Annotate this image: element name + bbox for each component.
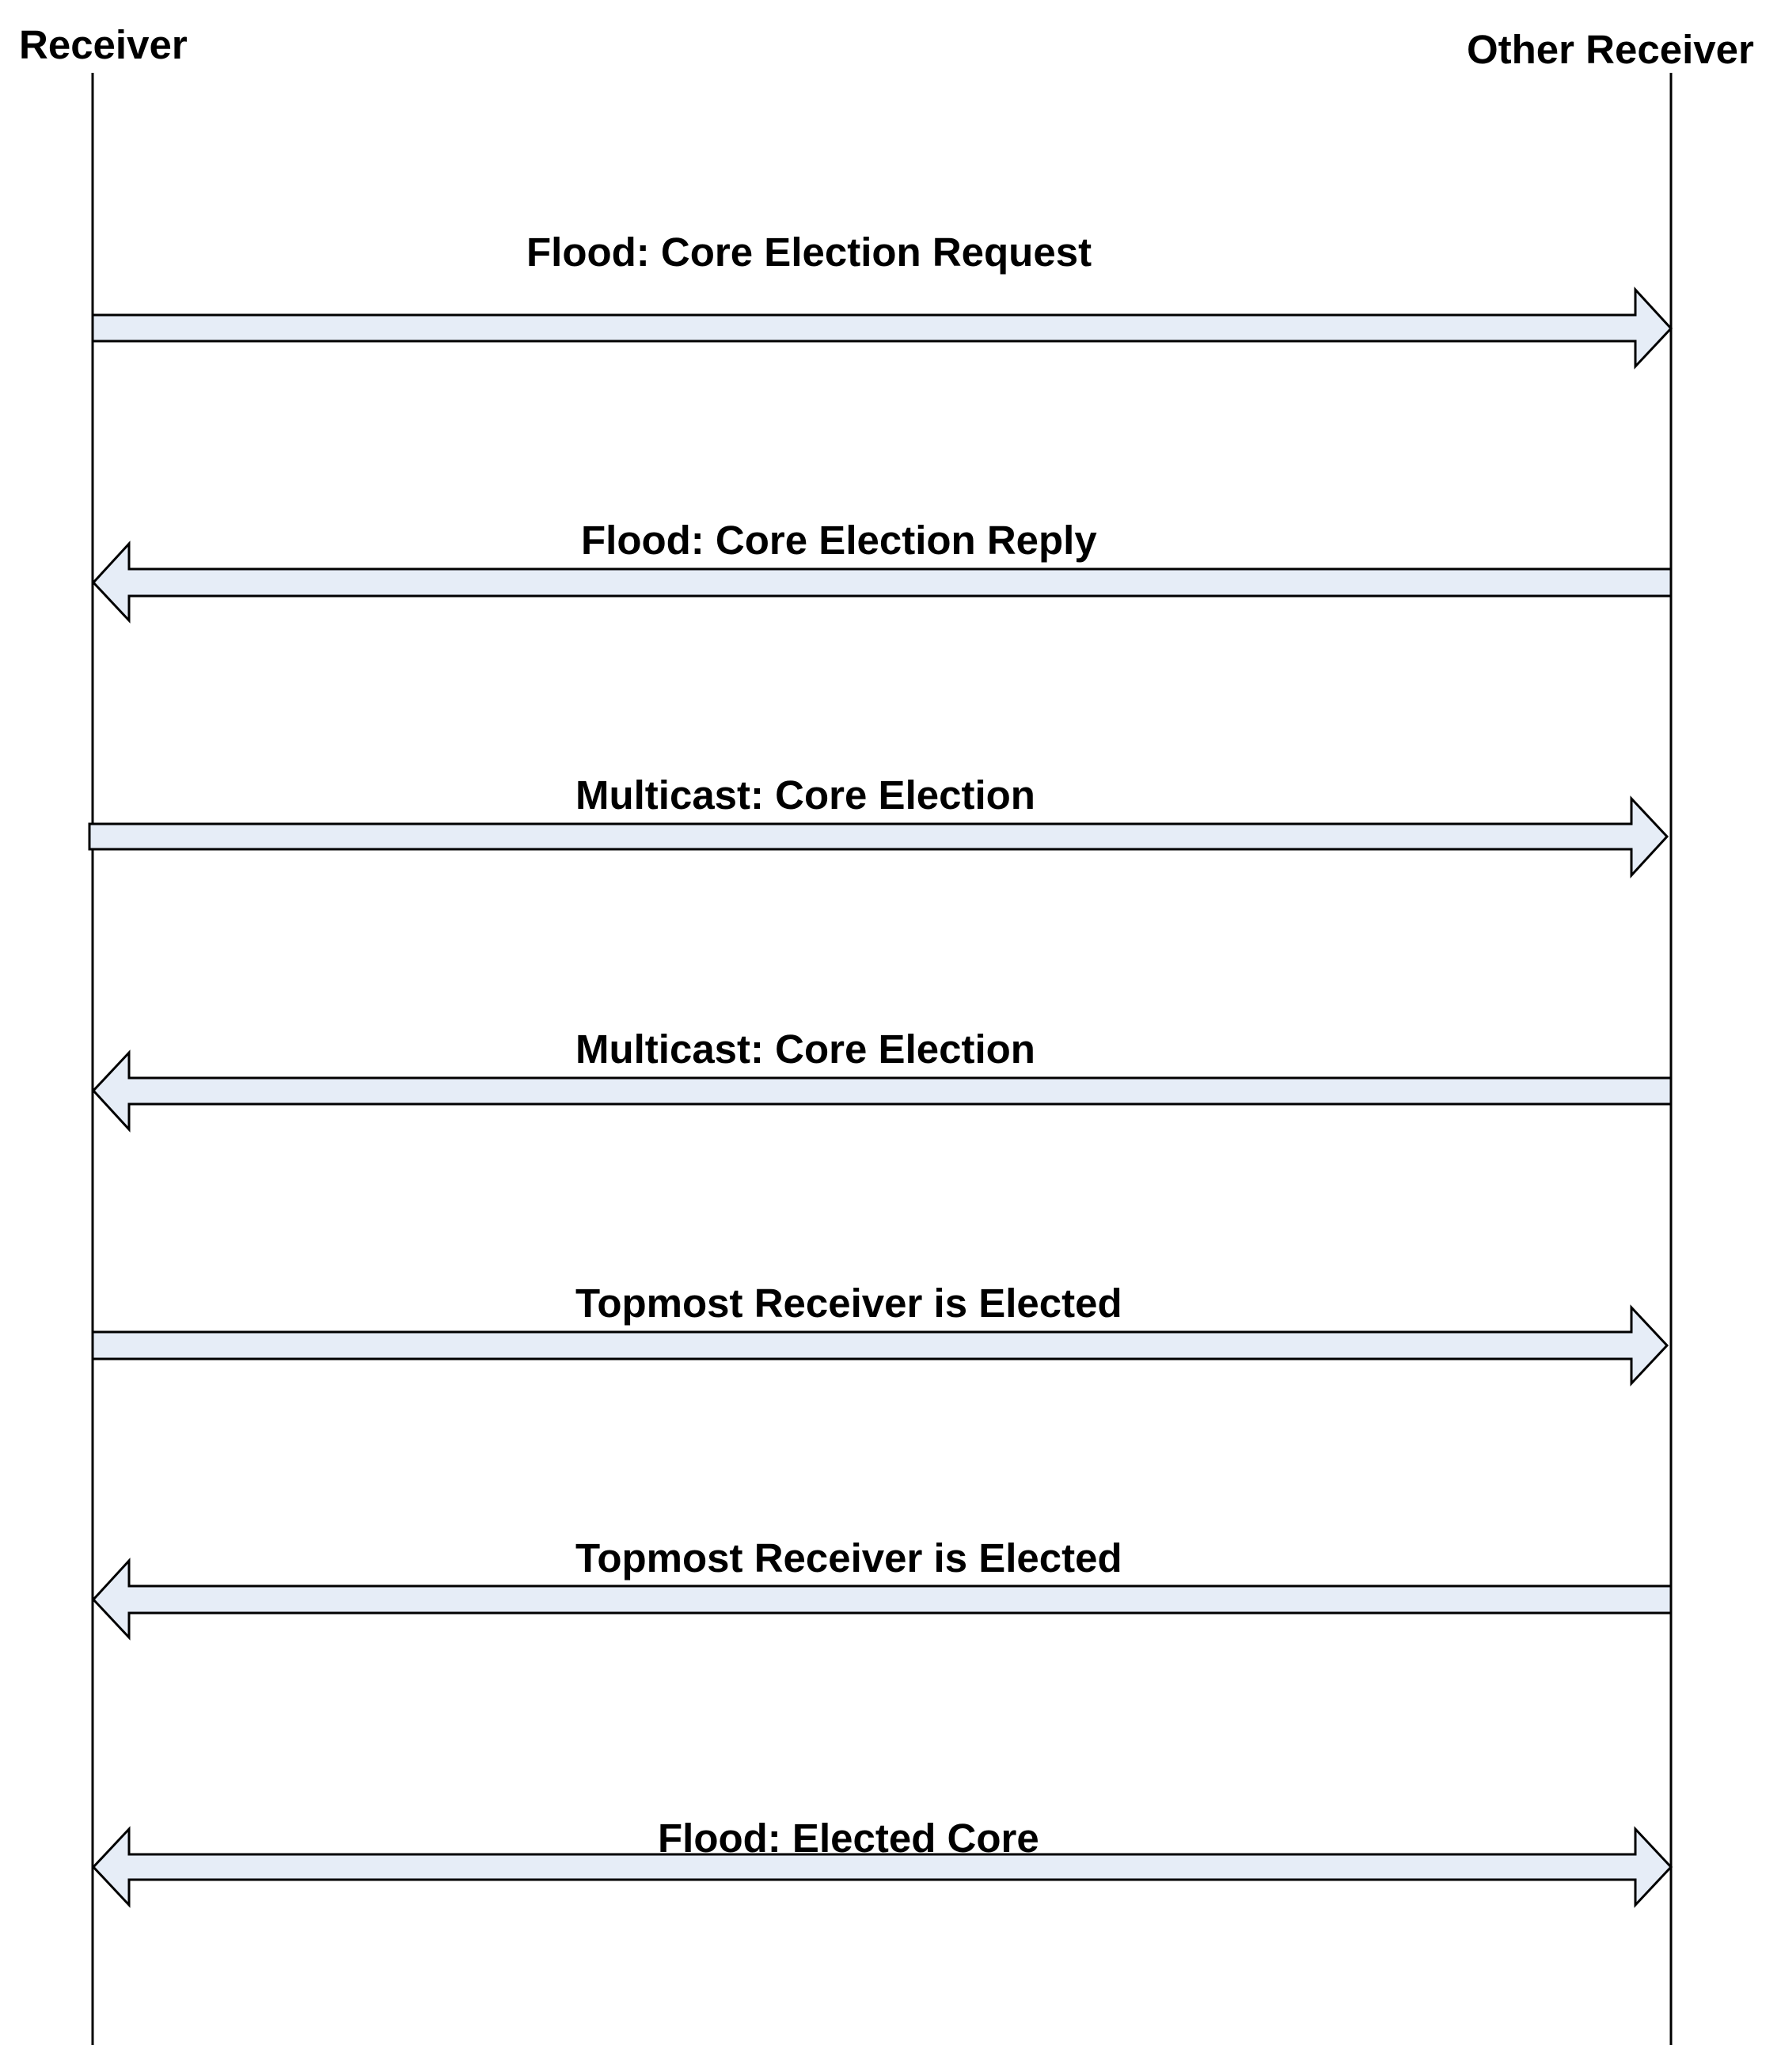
message-3	[89, 772, 1667, 875]
message-2	[93, 518, 1671, 620]
message-4	[93, 1027, 1671, 1129]
message-label: Flood: Core Election Request	[526, 230, 1092, 275]
message-label: Multicast: Core Election	[575, 772, 1035, 818]
message-label: Topmost Receiver is Elected	[575, 1535, 1122, 1581]
message-1	[93, 230, 1671, 366]
participant-label-other-receiver: Other Receiver	[1467, 27, 1754, 72]
message-label: Topmost Receiver is Elected	[575, 1281, 1122, 1326]
message-6	[93, 1535, 1671, 1637]
arrow-right-icon	[93, 290, 1671, 366]
participant-label-receiver: Receiver	[19, 22, 188, 67]
message-label: Multicast: Core Election	[575, 1027, 1035, 1072]
message-label: Flood: Core Election Reply	[581, 518, 1097, 563]
message-5	[93, 1281, 1667, 1383]
message-label: Flood: Elected Core	[658, 1816, 1039, 1861]
message-7	[93, 1816, 1671, 1905]
